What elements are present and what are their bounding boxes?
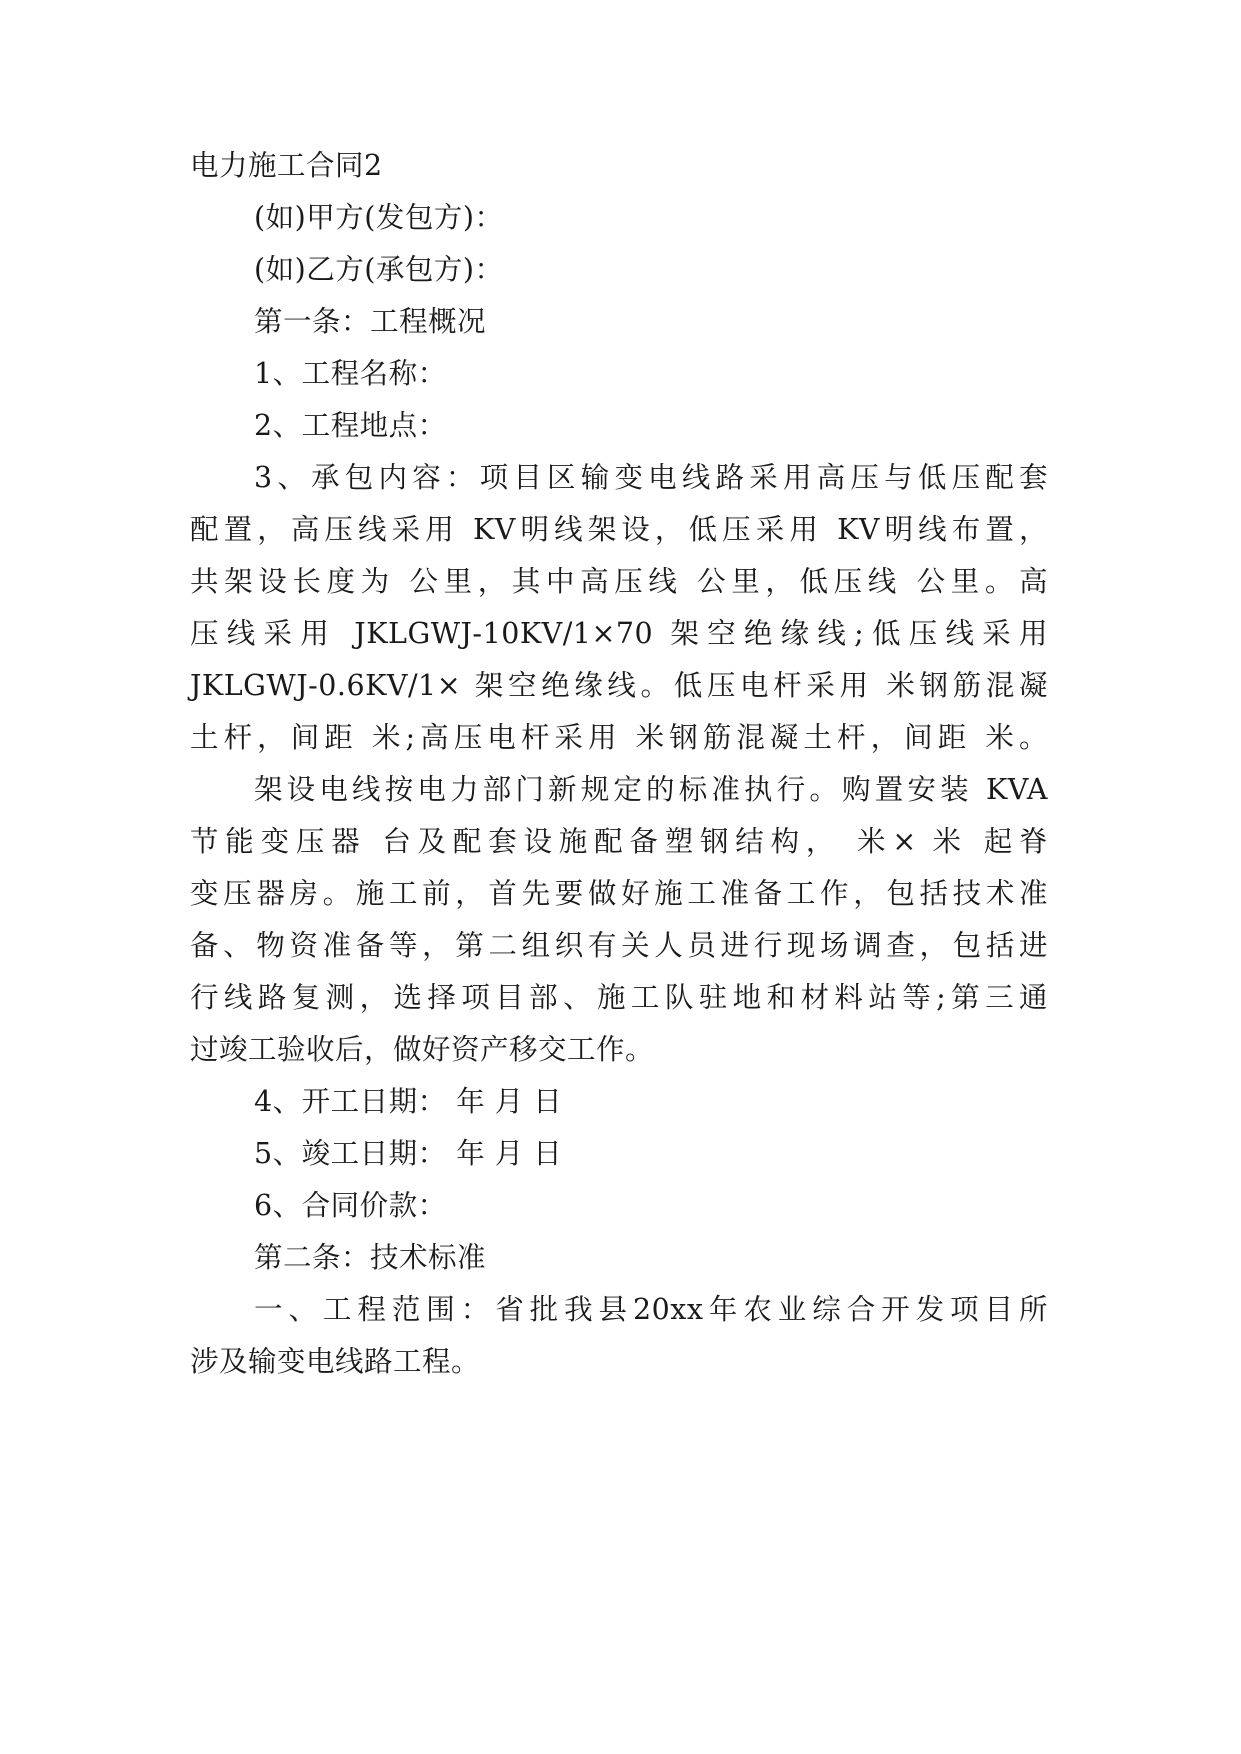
contract-scope-line: 压线采用 JKLGWJ-10KV/1×70 架空绝缘线;低压线采用: [190, 617, 1048, 650]
contract-scope-line: JKLGWJ-0.6KV/1× 架空绝缘线。低压电杆采用 米钢筋混凝: [190, 669, 1048, 702]
item-project-name: 1、工程名称：: [254, 357, 447, 390]
wiring-paragraph-line: 行线路复测，选择项目部、施工队驻地和材料站等;第三通: [190, 981, 1048, 1014]
wiring-paragraph-line: 过竣工验收后，做好资产移交工作。: [190, 1033, 655, 1066]
scope-line: 一、工程范围：省批我县20xx年农业综合开发项目所: [254, 1293, 1048, 1326]
article-2-heading: 第二条：技术标准: [254, 1241, 487, 1274]
document-title: 电力施工合同2: [190, 149, 383, 182]
item-contract-price: 6、合同价款：: [254, 1189, 447, 1222]
scope-line: 涉及输变电线路工程。: [190, 1345, 481, 1378]
wiring-paragraph-line: 变压器房。施工前，首先要做好施工准备工作，包括技术准: [190, 877, 1048, 910]
contract-scope-line: 土杆，间距 米;高压电杆采用 米钢筋混凝土杆，间距 米。: [190, 721, 1048, 754]
party-a-line: (如)甲方(发包方)：: [254, 201, 504, 234]
wiring-paragraph-line: 节能变压器 台及配套设施配备塑钢结构， 米× 米 起脊: [190, 825, 1048, 858]
party-b-line: (如)乙方(承包方)：: [254, 253, 504, 286]
contract-scope-line: 配置，高压线采用 KV明线架设，低压采用 KV明线布置，: [190, 513, 1048, 546]
wiring-paragraph-line: 架设电线按电力部门新规定的标准执行。购置安装 KVA: [254, 773, 1048, 806]
contract-scope-line: 3、承包内容：项目区输变电线路采用高压与低压配套: [254, 461, 1048, 494]
contract-scope-line: 共架设长度为 公里，其中高压线 公里，低压线 公里。高: [190, 565, 1048, 598]
item-completion-date: 5、竣工日期： 年 月 日: [254, 1137, 563, 1170]
article-1-heading: 第一条：工程概况: [254, 305, 487, 338]
wiring-paragraph-line: 备、物资准备等，第二组织有关人员进行现场调查，包括进: [190, 929, 1048, 962]
item-project-location: 2、工程地点：: [254, 409, 447, 442]
item-start-date: 4、开工日期： 年 月 日: [254, 1085, 563, 1118]
